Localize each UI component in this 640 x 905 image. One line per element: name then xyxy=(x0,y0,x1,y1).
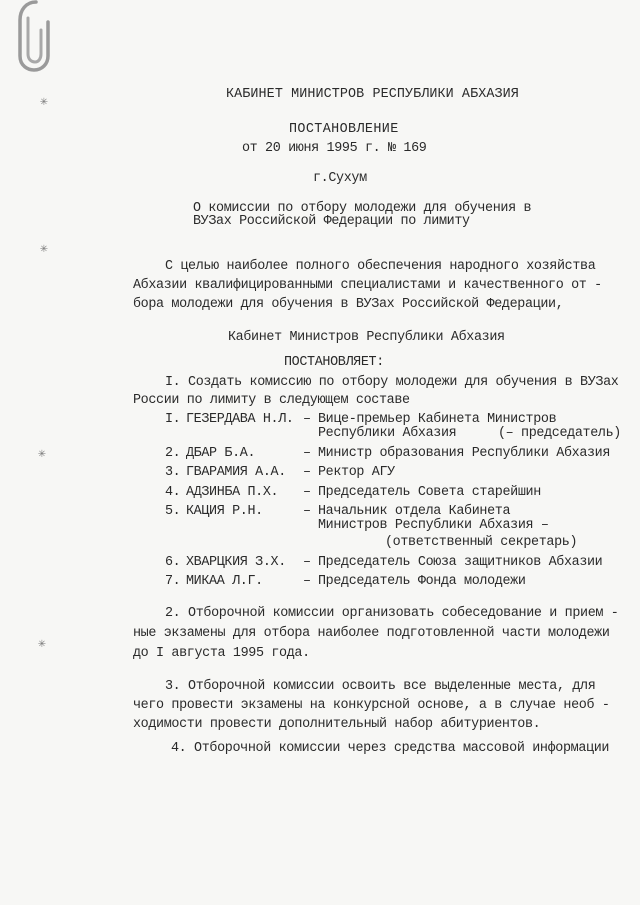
member-dash: – xyxy=(303,574,311,589)
member-name: ГЕЗЕРДАВА Н.Л. xyxy=(186,412,294,427)
member-role: Председатель Союза защитников Абхазии xyxy=(318,555,603,570)
member-dash: – xyxy=(303,446,311,461)
item-2-line-3: до I августа 1995 года. xyxy=(133,646,310,661)
decrees-heading: ПОСТАНОВЛЯЕТ: xyxy=(284,355,384,370)
item-3-line-3: ходимости провести дополнительный набор абитуриентов. xyxy=(133,717,541,732)
member-number: I. xyxy=(165,412,181,427)
preamble-line-2: Абхазии квалифицированными специалистами и качественного от - xyxy=(133,278,602,293)
punch-hole-mark: ✳ xyxy=(40,94,48,109)
member-number: 3. xyxy=(165,465,181,480)
member-dash: – xyxy=(303,555,311,570)
item-1-line-1: I. Создать комиссию по отбору молодежи для обучения в ВУЗах xyxy=(165,375,619,390)
member-number: 4. xyxy=(165,485,181,500)
subject-line-1: О комиссии по отбору молодежи для обучения в xyxy=(193,201,532,216)
member-dash: – xyxy=(303,412,311,427)
preamble-line-3: бора молодежи для обучения в ВУЗах Российской Федерации, xyxy=(133,297,564,312)
member-role: Председатель Совета старейшин xyxy=(318,485,541,500)
member-dash: – xyxy=(303,465,311,480)
cabinet-title: КАБИНЕТ МИНИСТРОВ РЕСПУБЛИКИ АБХАЗИЯ xyxy=(226,87,519,102)
member-name: КАЦИЯ Р.Н. xyxy=(186,504,263,519)
city: г.Сухум xyxy=(313,171,367,186)
issuer: Кабинет Министров Республики Абхазия xyxy=(228,330,505,345)
member-number: 5. xyxy=(165,504,181,519)
item-4-line-1: 4. Отборочной комиссии через средства массовой информации xyxy=(171,741,610,756)
member-name: ДБАР Б.А. xyxy=(186,446,256,461)
member-role: Председатель Фонда молодежи xyxy=(318,574,526,589)
member-role-continued: Республики Абхазия xyxy=(318,426,457,441)
punch-hole-mark: ✳ xyxy=(38,446,46,461)
item-1-line-2: России по лимиту в следующем составе xyxy=(133,393,410,408)
paper-clip-icon xyxy=(14,0,62,72)
member-name: МИКАА Л.Г. xyxy=(186,574,263,589)
subject-line-2: ВУЗах Российской Федерации по лимиту xyxy=(193,214,470,229)
member-role: Министр образования Республики Абхазия xyxy=(318,446,611,461)
member-role: Ректор АГУ xyxy=(318,465,395,480)
member-role: Вице-премьер Кабинета Министров xyxy=(318,412,557,427)
member-dash: – xyxy=(303,485,311,500)
member-number: 2. xyxy=(165,446,181,461)
preamble-line-1: С целью наиболее полного обеспечения народного хозяйства xyxy=(165,259,596,274)
member-name: ГВАРАМИЯ А.А. xyxy=(186,465,286,480)
member-dash: – xyxy=(303,504,311,519)
member-number: 7. xyxy=(165,574,181,589)
member-name: АДЗИНБА П.Х. xyxy=(186,485,279,500)
item-2-line-1: 2. Отборочной комиссии организовать собеседование и прием - xyxy=(165,606,619,621)
date-number: от 20 июня 1995 г. № 169 xyxy=(242,141,427,156)
document-type: ПОСТАНОВЛЕНИЕ xyxy=(289,122,399,137)
item-2-line-2: ные экзамены для отбора наиболее подготовленной части молодежи xyxy=(133,626,610,641)
member-role-continued: Министров Республики Абхазия – xyxy=(318,518,549,533)
member-name: ХВАРЦКИЯ З.Х. xyxy=(186,555,286,570)
member-role: Начальник отдела Кабинета xyxy=(318,504,511,519)
punch-hole-mark: ✳ xyxy=(40,241,48,256)
item-3-line-1: 3. Отборочной комиссии освоить все выделенные места, для xyxy=(165,679,596,694)
member-note: (– председатель) xyxy=(498,426,621,441)
item-3-line-2: чего провести экзамены на конкурсной основе, а в случае необ - xyxy=(133,698,610,713)
punch-hole-mark: ✳ xyxy=(38,636,46,651)
member-number: 6. xyxy=(165,555,181,570)
member-note: (ответственный секретарь) xyxy=(385,535,578,550)
